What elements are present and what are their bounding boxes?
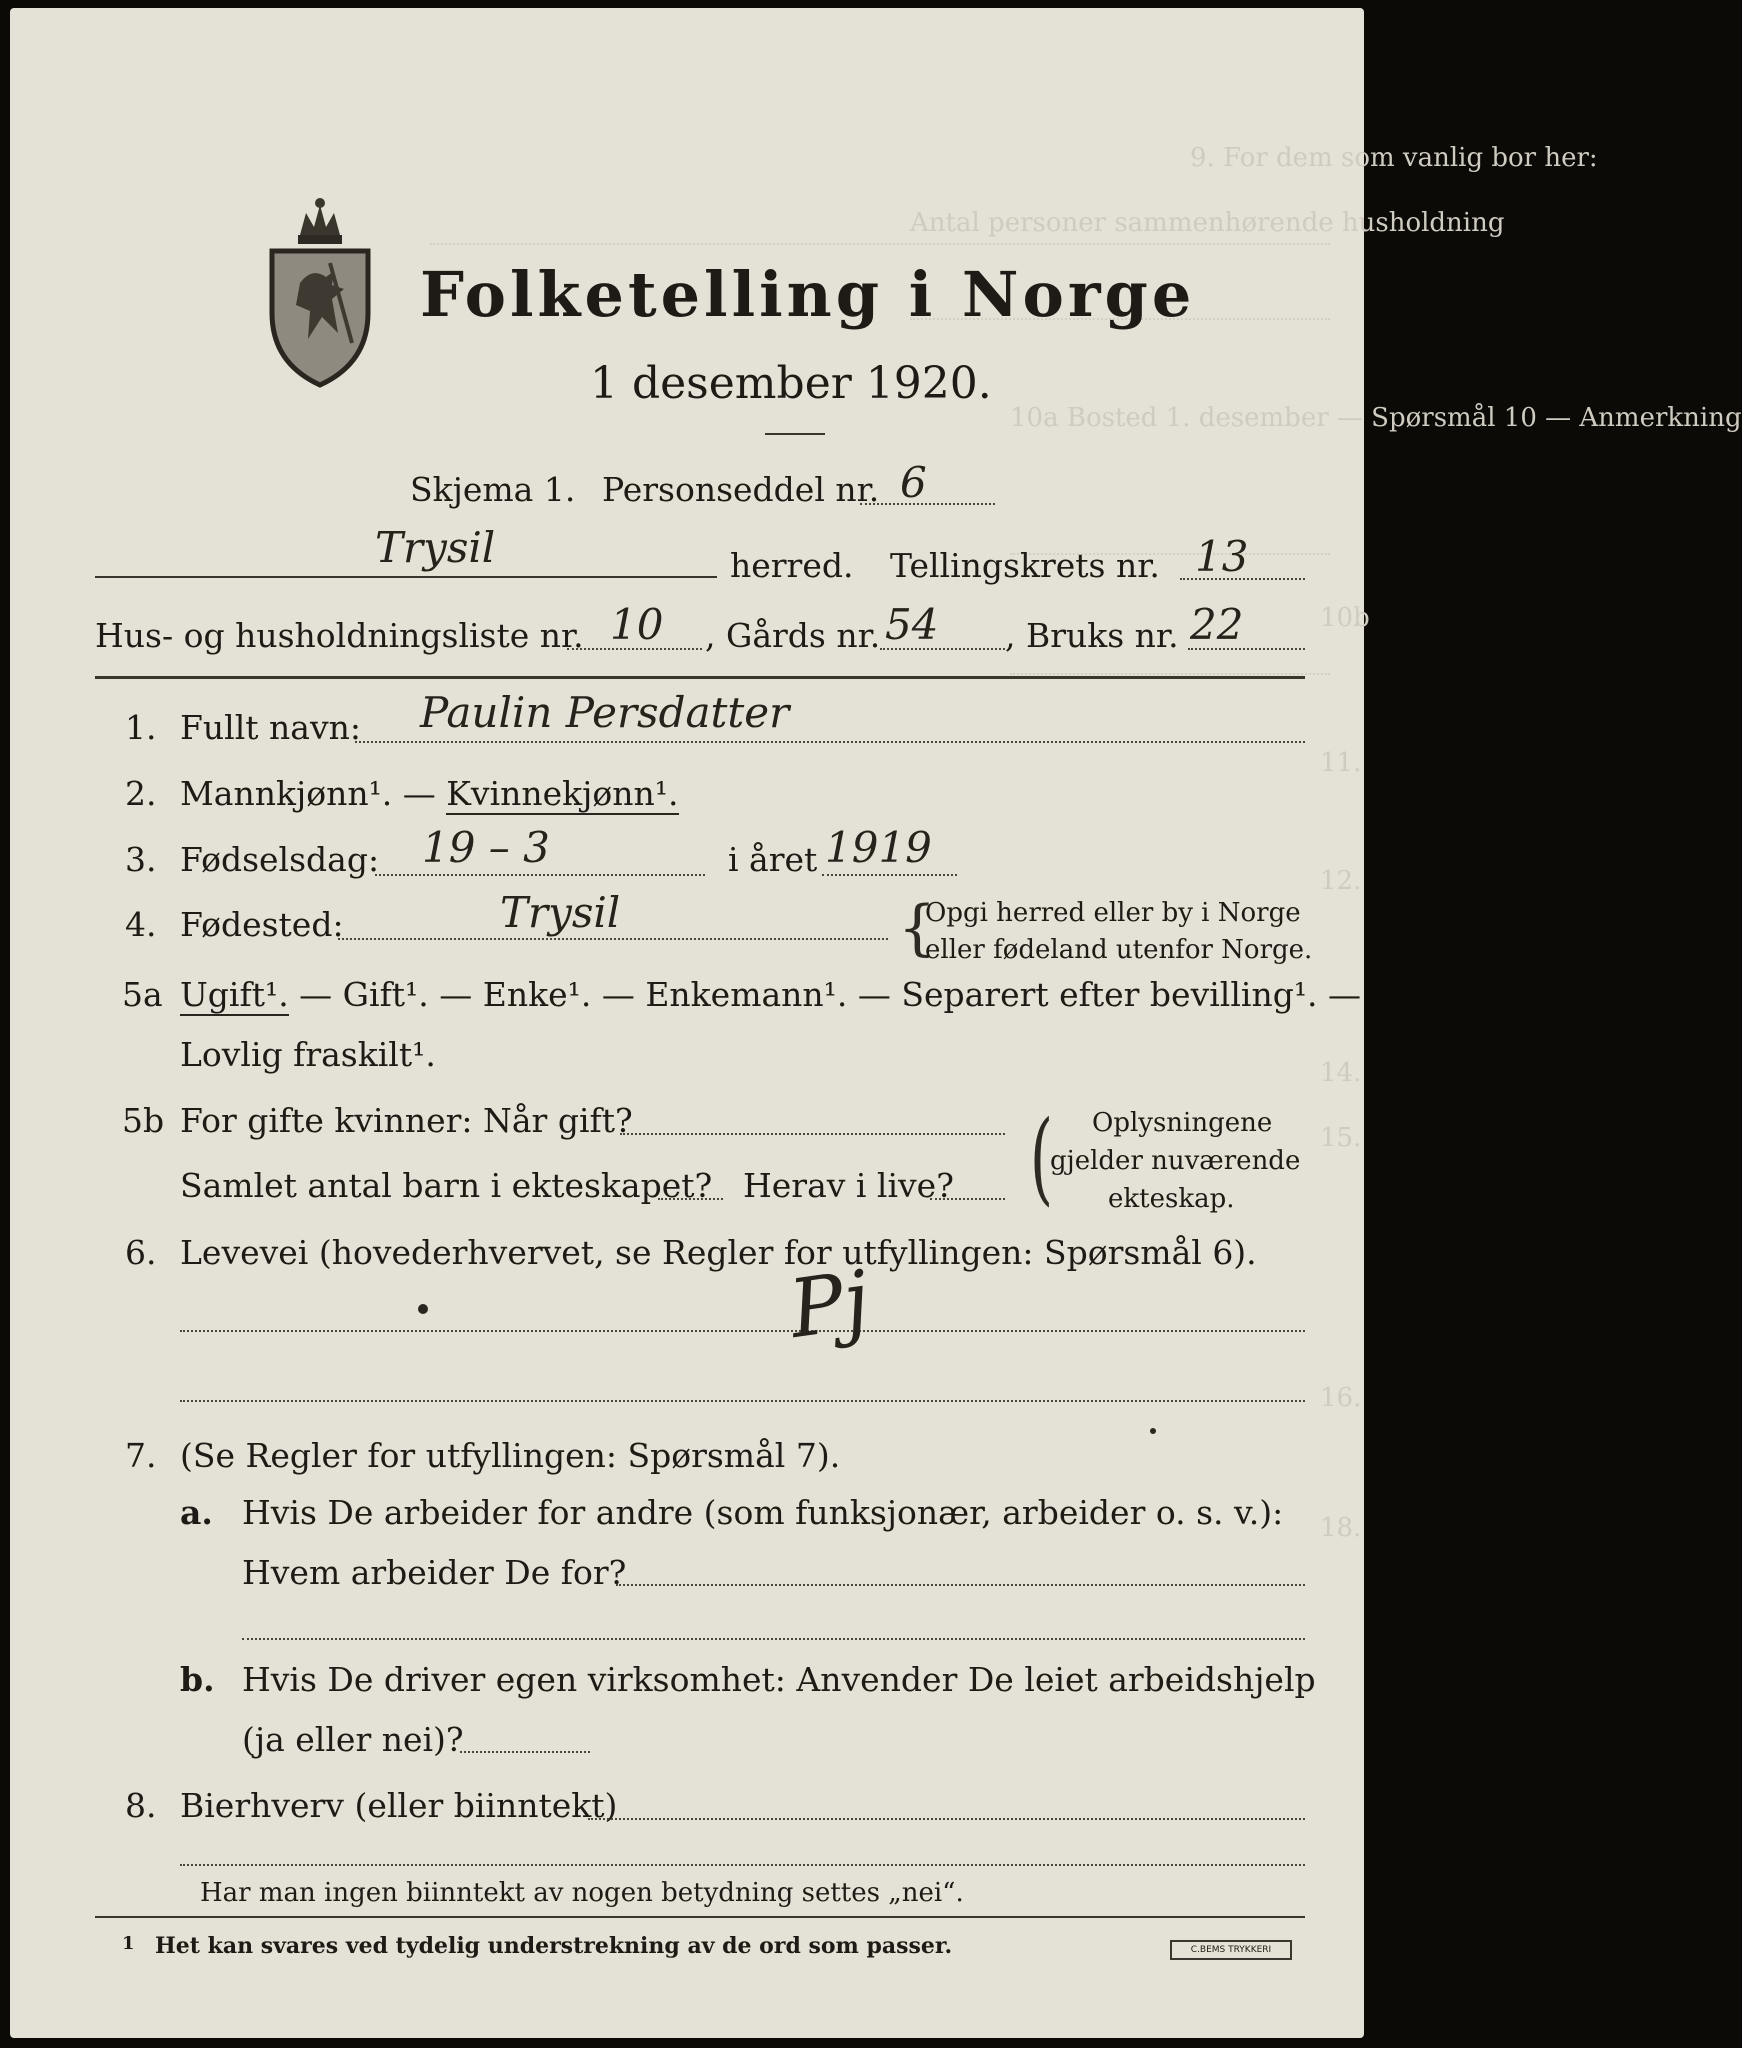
title-divider <box>765 433 825 435</box>
q7a-sub: Hvem arbeider De for? <box>242 1553 627 1592</box>
q2-number: 2. <box>125 774 157 813</box>
section-divider <box>95 676 1305 679</box>
q5b-note-3: ekteskap. <box>1108 1184 1235 1214</box>
q1-label: Fullt navn: <box>180 708 361 747</box>
ink-dot <box>418 1304 428 1314</box>
tellingskrets-label: Tellingskrets nr. <box>890 546 1160 585</box>
q7-text: (Se Regler for utfyllingen: Spørsmål 7). <box>180 1436 841 1475</box>
female-option[interactable]: Kvinnekjønn¹. <box>446 774 679 813</box>
male-option[interactable]: Mannkjønn¹. — <box>180 774 447 813</box>
q3-label: Fødselsdag: <box>180 840 380 879</box>
q7a-line-1[interactable] <box>616 1584 1305 1586</box>
personseddel-label: Personseddel nr. <box>602 470 880 509</box>
birth-year-value[interactable]: 1919 <box>825 823 932 872</box>
show-through-14: 14. <box>1320 1058 1362 1088</box>
q3-number: 3. <box>125 840 157 879</box>
q5b-number: 5b <box>122 1101 165 1140</box>
bruks-label: , Bruks nr. <box>1005 616 1179 655</box>
show-through-11: 11. <box>1320 748 1362 778</box>
coat-of-arms-icon <box>260 193 380 393</box>
husliste-value[interactable]: 10 <box>610 600 664 649</box>
q7b-text: Hvis De driver egen virksomhet: Anvender De leiet arbeidshjelp <box>242 1660 1316 1699</box>
q5a-number: 5a <box>122 975 163 1014</box>
q5b-alive-line[interactable] <box>930 1198 1005 1200</box>
q5a-line2[interactable]: Lovlig fraskilt¹. <box>180 1035 436 1074</box>
q3-line <box>375 874 705 876</box>
show-through-rule <box>430 243 1330 245</box>
q8-label: Bierhverv (eller biinntekt) <box>180 1786 618 1825</box>
q4-label: Fødested: <box>180 905 344 944</box>
marital-other-options[interactable]: — Gift¹. — Enke¹. — Enkemann¹. — Separert efter bevilling¹. — <box>288 975 1362 1014</box>
show-through-10a: 10a Bosted 1. desember — Spørsmål 10 — Anmerkning <box>1010 403 1742 433</box>
herred-line <box>95 576 717 578</box>
q8-number: 8. <box>125 1786 157 1825</box>
q6-line-1[interactable] <box>180 1330 1305 1332</box>
q5b-note-2: gjelder nuværende <box>1050 1146 1301 1176</box>
q5b-children-line[interactable] <box>658 1198 723 1200</box>
ink-dot <box>1150 1428 1156 1434</box>
q6-line-2[interactable] <box>180 1400 1305 1402</box>
herred-label: herred. <box>730 546 854 585</box>
footnote-text: Het kan svares ved tydelig understrekning av de ord som passer. <box>155 1933 953 1959</box>
skjema-label: Skjema 1. <box>410 470 576 509</box>
full-name-value[interactable]: Paulin Persdatter <box>420 688 790 737</box>
q1-number: 1. <box>125 708 157 747</box>
q3-year-line <box>822 874 957 876</box>
footnote-number: 1 <box>122 1933 135 1954</box>
personseddel-line <box>860 503 995 505</box>
q3-year-label: i året <box>728 840 818 879</box>
show-through-15: 15. <box>1320 1123 1362 1153</box>
q7-number: 7. <box>125 1436 157 1475</box>
herred-value[interactable]: Trysil <box>375 523 496 572</box>
q7a-letter: a. <box>180 1493 213 1532</box>
page-title: Folketelling i Norge <box>420 258 1196 331</box>
bruks-value[interactable]: 22 <box>1190 600 1244 649</box>
q1-line <box>355 741 1305 743</box>
q5a-text <box>180 975 1361 1014</box>
q4-line <box>338 938 888 940</box>
show-through-16: 16. <box>1320 1383 1362 1413</box>
birthday-value[interactable]: 19 – 3 <box>422 823 550 872</box>
q5b-note-1: Oplysningene <box>1092 1108 1273 1138</box>
q8-line-1[interactable] <box>588 1818 1305 1820</box>
unmarried-option[interactable]: Ugift¹. <box>180 975 289 1014</box>
printer-stamp: C.BEMS TRYKKERI <box>1170 1940 1292 1960</box>
q6-number: 6. <box>125 1233 157 1272</box>
q7b-letter: b. <box>180 1660 215 1699</box>
q4-brace: { <box>898 893 937 963</box>
q7a-text: Hvis De arbeider for andre (som funksjonær, arbeider o. s. v.): <box>242 1493 1284 1532</box>
q4-number: 4. <box>125 905 157 944</box>
q5b-line2a: Samlet antal barn i ekteskapet? <box>180 1166 713 1205</box>
show-through-rule <box>1010 673 1330 675</box>
q8-line-2[interactable] <box>180 1864 1305 1866</box>
q4-note-2: eller fødeland utenfor Norge. <box>925 935 1313 965</box>
occupation-value[interactable]: Pj <box>783 1252 875 1357</box>
q4-note-1: Opgi herred eller by i Norge <box>925 898 1301 928</box>
show-through-18: 18. <box>1320 1513 1362 1543</box>
personseddel-value[interactable]: 6 <box>900 458 927 507</box>
q5b-line1: For gifte kvinner: Når gift? <box>180 1101 633 1140</box>
birthplace-value[interactable]: Trysil <box>500 888 621 937</box>
show-through-10b: 10b <box>1320 603 1370 633</box>
footer-note: Har man ingen biinntekt av nogen betydning settes „nei“. <box>200 1878 964 1908</box>
census-form-sheet <box>10 8 1742 2038</box>
q7b-sub: (ja eller nei)? <box>242 1720 464 1759</box>
show-through-9b: Antal personer sammenhørende husholdning <box>910 208 1505 238</box>
gards-value[interactable]: 54 <box>885 600 939 649</box>
tellingskrets-value[interactable]: 13 <box>1195 532 1249 581</box>
show-through-12: 12. <box>1320 866 1362 896</box>
q5b-brace: ( <box>1029 1099 1054 1216</box>
q5b-line2b: Herav i live? <box>743 1166 954 1205</box>
q2-text <box>180 774 679 813</box>
husliste-label: Hus- og husholdningsliste nr. <box>95 616 584 655</box>
census-date: 1 desember 1920. <box>590 358 992 409</box>
gards-label: , Gårds nr. <box>705 616 881 655</box>
footer-divider <box>95 1916 1305 1918</box>
q5b-married-line[interactable] <box>620 1133 1005 1135</box>
q7b-line[interactable] <box>460 1751 590 1753</box>
q6-text: Levevei (hovederhvervet, se Regler for utfyllingen: Spørsmål 6). <box>180 1233 1257 1272</box>
q7a-line-2[interactable] <box>242 1638 1305 1640</box>
show-through-9: 9. For dem som vanlig bor her: <box>1190 143 1598 173</box>
